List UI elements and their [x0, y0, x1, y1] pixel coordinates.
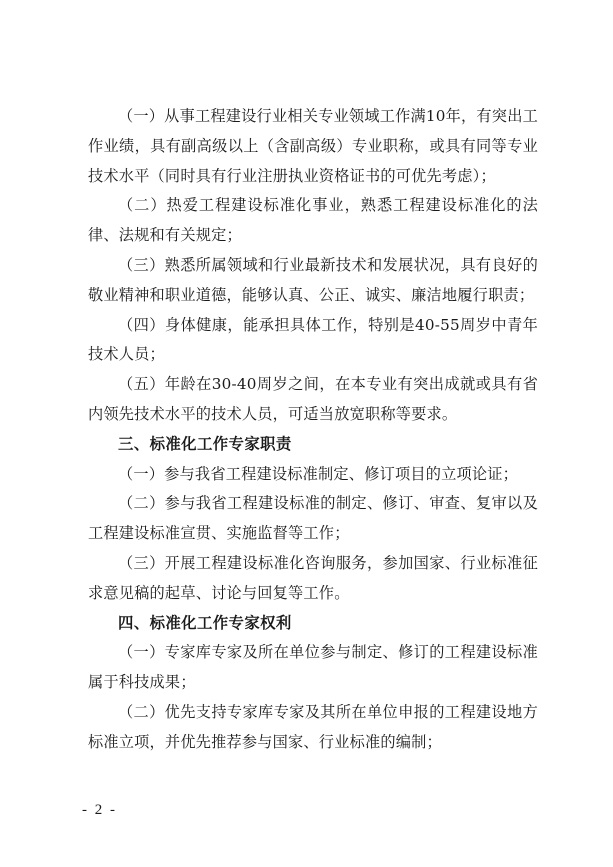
page-number: - 2 - [82, 802, 117, 818]
right-item-1: （一）专家库专家及所在单位参与制定、修订的工程建设标准属于科技成果； [88, 643, 538, 692]
section-heading-3: 三、标准化工作专家职责 [118, 434, 292, 453]
criteria-item-4: （四）身体健康，能承担具体工作，特别是40-55周岁中青年技术人员； [88, 315, 538, 364]
duty-item-2: （二）参与我省工程建设标准的制定、修订、审查、复审以及工程建设标准宣贯、实施监督等工作； [88, 494, 538, 543]
duty-item-1: （一）参与我省工程建设标准制定、修订项目的立项论证； [118, 464, 519, 483]
section-heading-4: 四、标准化工作专家权利 [118, 613, 292, 632]
criteria-item-2: （二）热爱工程建设标准化事业，熟悉工程建设标准化的法律、法规和有关规定； [88, 196, 538, 245]
criteria-item-5: （五）年龄在30-40周岁之间，在本专业有突出成就或具有省内领先技术水平的技术人员，可适当放宽职称等要求。 [88, 375, 538, 423]
right-item-2: （二）优先支持专家库专家及其所在单位申报的工程建设地方标准立项，并优先推荐参与国家、行业标准的编制； [88, 702, 538, 751]
duty-item-3: （三）开展工程建设标准化咨询服务，参加国家、行业标准征求意见稿的起草、讨论与回复等工作。 [88, 553, 538, 602]
criteria-item-1: （一）从事工程建设行业相关专业领域工作满10年，有突出工作业绩，具有副高级以上（含副高级）专业职称，或具有同等专业技术水平（同时具有行业注册执业资格证书的可优先考虑）； [88, 107, 538, 185]
criteria-item-3: （三）熟悉所属领域和行业最新技术和发展状况，具有良好的敬业精神和职业道德，能够认真、公正、诚实、廉洁地履行职责； [88, 255, 538, 304]
document-body [88, 102, 538, 758]
